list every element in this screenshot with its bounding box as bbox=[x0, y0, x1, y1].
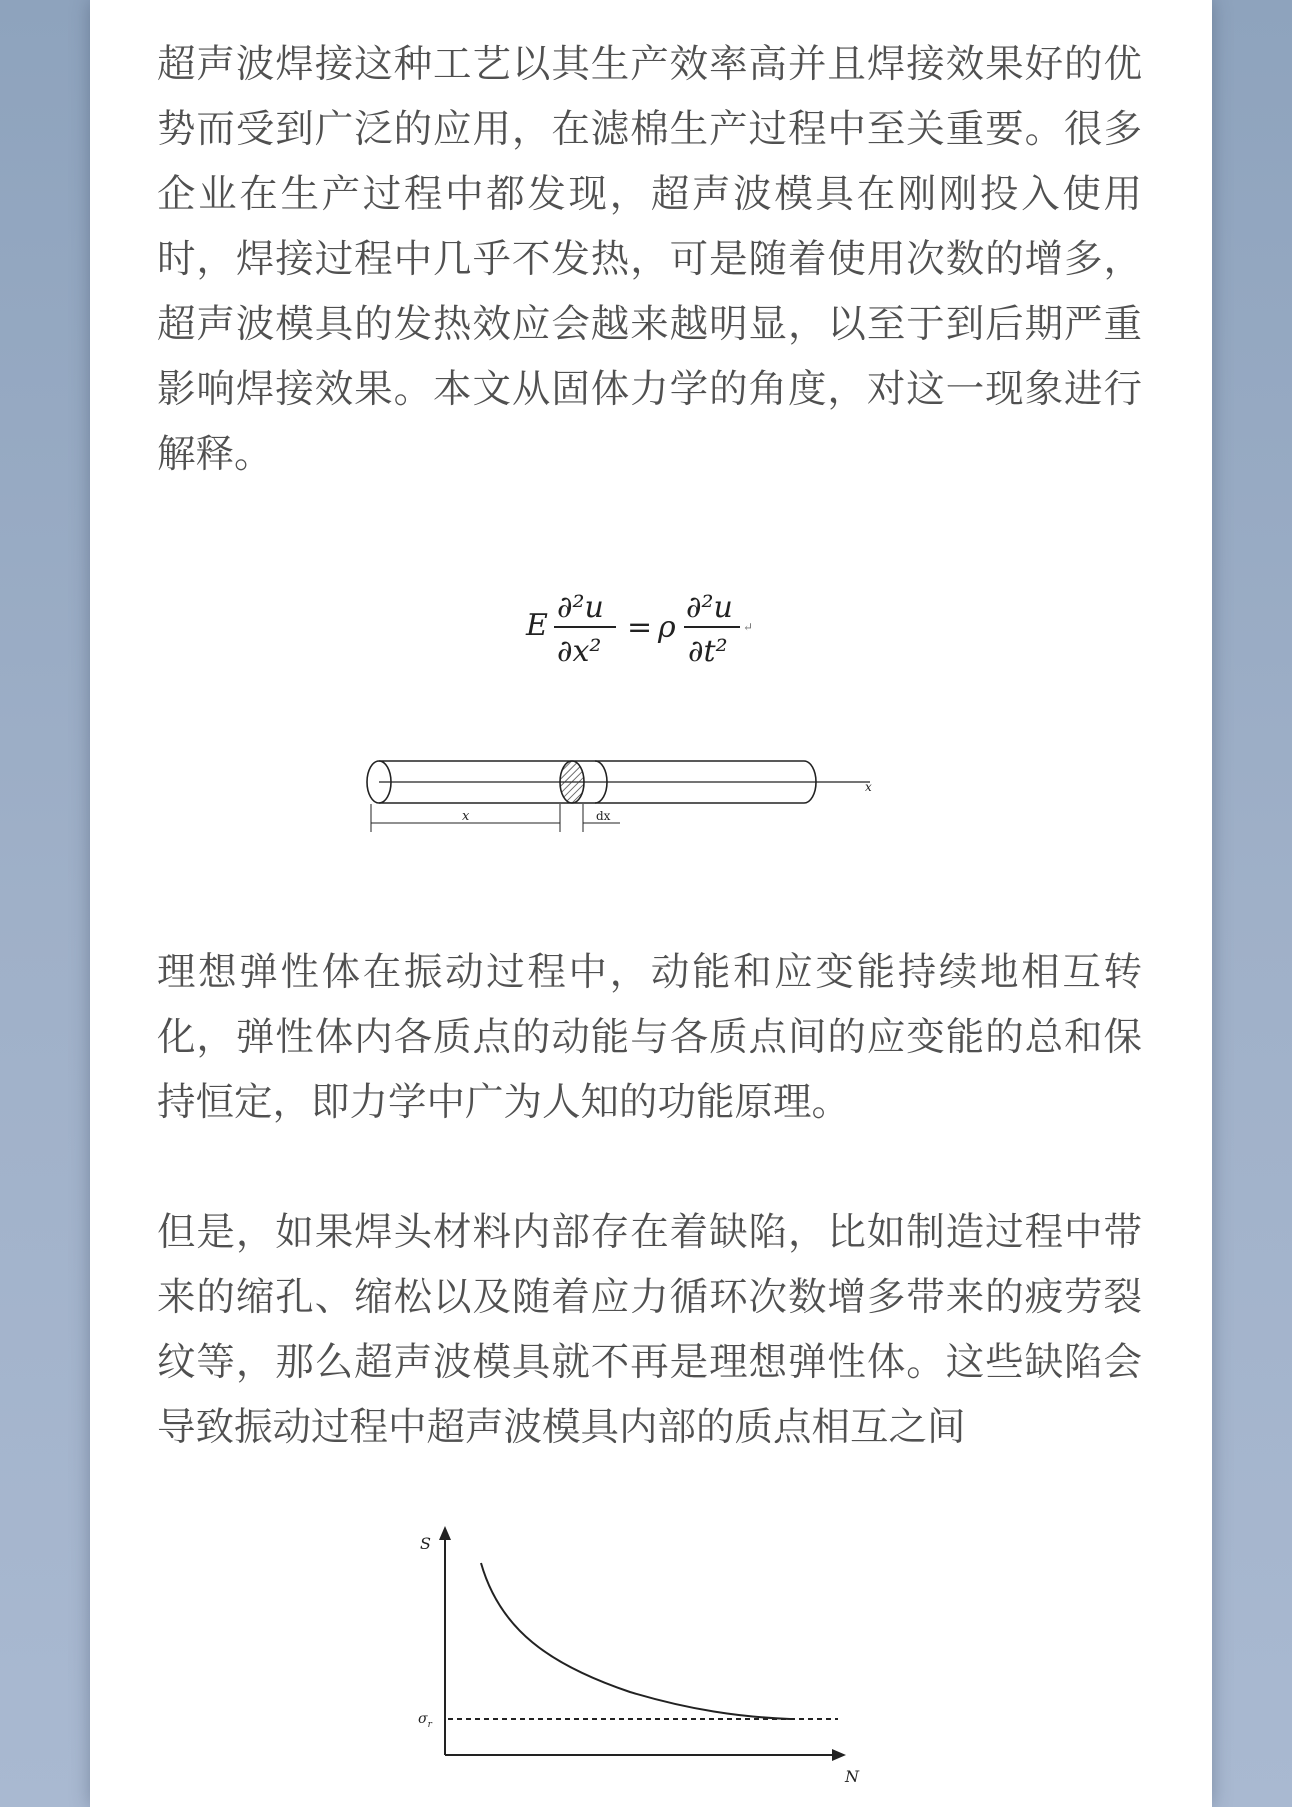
equation-rhs-coefficient: ρ bbox=[658, 610, 676, 645]
document-page bbox=[90, 0, 1212, 1807]
equation-equals: = bbox=[627, 610, 653, 645]
rod-dimension-lines bbox=[371, 804, 620, 832]
paragraph-ideal-elastic-body: 理想弹性体在振动过程中，动能和应变能持续地相互转化，弹性体内各质点的动能与各质点间的应变能的总和保持恒定，即力学中广为人知的功能原理。 bbox=[157, 950, 1142, 1125]
equation-return-mark: ↵ bbox=[743, 620, 754, 634]
wave-equation bbox=[90, 575, 1212, 675]
sn-x-axis-label: N bbox=[845, 1767, 859, 1786]
sn-limit-subscript: r bbox=[427, 1720, 432, 1730]
rod-x-dimension-label: x bbox=[462, 809, 470, 824]
rod-hatched-section bbox=[560, 761, 584, 803]
paragraph-intro: 超声波焊接这种工艺以其生产效率高并且焊接效果好的优势而受到广泛的应用，在滤棉生产过程中至关重要。很多企业在生产过程中都发现，超声波模具在刚刚投入使用时，焊接过程中几乎不发热，可是随着使用次数的增多，超声波模具的发热效应会越来越明显，以至于到后期严重影响焊接效果。本文从固体力学的角度，对这一现象进行解释。 bbox=[157, 42, 1142, 477]
sn-curve bbox=[481, 1563, 790, 1719]
rod-dx-dimension-label: dx bbox=[596, 809, 611, 823]
equation-rhs-denominator: ∂t² bbox=[688, 634, 728, 669]
rod-element-diagram bbox=[90, 740, 1212, 850]
paragraph-defects: 但是，如果焊头材料内部存在着缺陷，比如制造过程中带来的缩孔、缩松以及随着应力循环次数增多带来的疲劳裂纹等，那么超声波模具就不再是理想弹性体。这些缺陷会导致振动过程中超声波模具内部的质点相互之间 bbox=[157, 1210, 1142, 1450]
sn-limit-symbol: σ bbox=[418, 1711, 428, 1727]
sn-axes bbox=[445, 1530, 842, 1755]
sn-y-axis-label: S bbox=[420, 1534, 431, 1553]
equation-lhs-coefficient: E bbox=[526, 608, 548, 643]
rod-body bbox=[367, 761, 870, 803]
sn-fatigue-limit-label bbox=[418, 1711, 433, 1730]
sn-x-axis-arrow bbox=[832, 1749, 846, 1761]
equation-lhs-denominator: ∂x² bbox=[557, 634, 602, 669]
sn-y-axis-arrow bbox=[439, 1526, 451, 1540]
sn-curve-diagram bbox=[90, 1520, 1212, 1807]
equation-rhs-numerator: ∂²u bbox=[686, 590, 733, 625]
rod-axis-label: x bbox=[865, 780, 872, 794]
equation-lhs-numerator: ∂²u bbox=[557, 590, 604, 625]
